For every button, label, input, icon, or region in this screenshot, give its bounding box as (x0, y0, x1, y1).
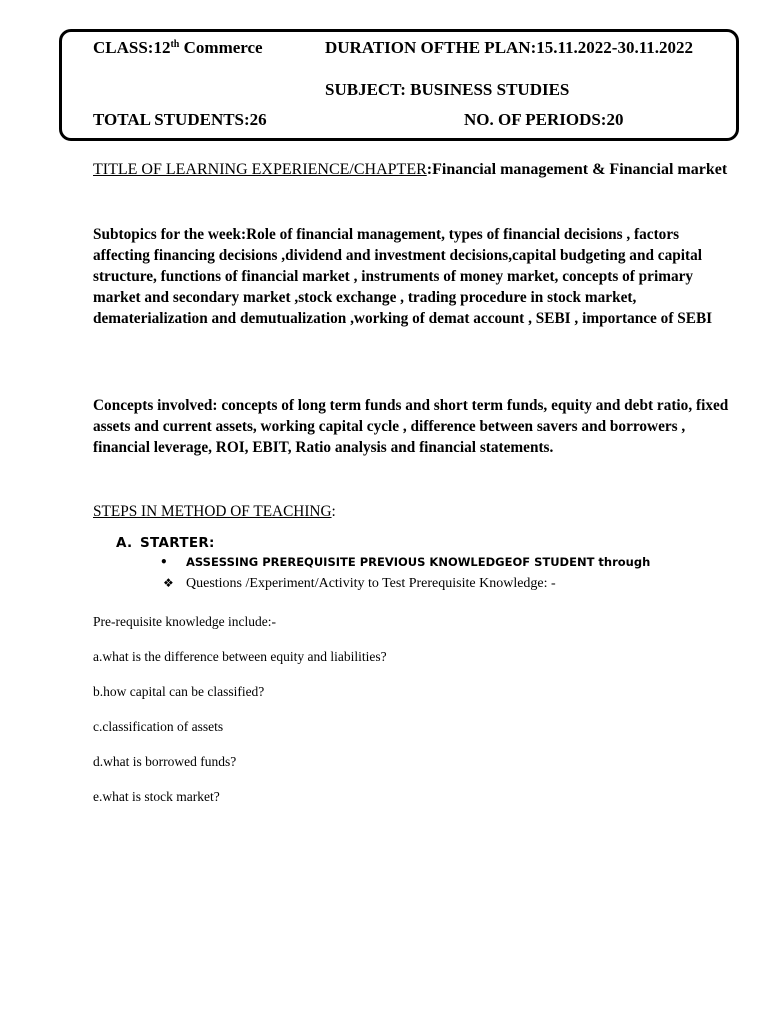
starter-marker: A. (116, 535, 133, 551)
chapter-title (93, 156, 743, 184)
prerequisite-intro: Pre-requisite knowledge include:- (93, 614, 276, 629)
number-of-periods: NO. OF PERIODS:20 (464, 110, 624, 129)
chapter-title-value: :Financial management & Financial market (426, 161, 728, 178)
diamond-bullet-icon: ❖ (163, 576, 174, 590)
starter-label: STARTER: (140, 535, 215, 551)
class-label: CLASS:12th Commerce (93, 38, 263, 57)
total-students: TOTAL STUDENTS:26 (93, 110, 267, 129)
starter-heading (116, 534, 215, 552)
plan-duration: DURATION OFTHE PLAN:15.11.2022-30.11.2022 (325, 38, 694, 57)
prerequisite-assessment-bullet: • ASSESSING PREREQUISITE PREVIOUS KNOWLEDGEOF STUDENT through (160, 555, 651, 569)
steps-heading: STEPS IN METHOD OF TEACHING: (93, 503, 336, 520)
prerequisite-item: e.what is stock market? (93, 789, 220, 804)
prerequisite-item: c.classification of assets (93, 719, 224, 734)
concepts-paragraph: Concepts involved: concepts of long term funds and short term funds, equity and debt ratio, fixed assets and current assets, working capital cycle , difference between savers and borrowers , financial leverage, ROI, EBIT, Ratio analysis and financial statements. (93, 397, 729, 456)
subject-label: SUBJECT: BUSINESS STUDIES (325, 80, 570, 99)
class-superscript: th (170, 39, 180, 50)
test-knowledge-bullet: ❖ Questions /Experiment/Activity to Test Prerequisite Knowledge: - (163, 576, 556, 591)
bullet-icon: • (160, 555, 168, 569)
prerequisite-item: a.what is the difference between equity and liabilities? (93, 649, 387, 664)
subtopics-paragraph: Subtopics for the week:Role of financial management, types of financial decisions , factors affecting financing decisions ,dividend and investment decisions,capital budgeting and capital structure, functions of financial market , instruments of money market, concepts of primary market and secondary market ,stock exchange , trading procedure in stock market, dematerialization and demutualization ,working of demat account , SEBI , importance of SEBI (93, 226, 713, 327)
prerequisite-item: d.what is borrowed funds? (93, 754, 237, 769)
prerequisite-item: b.how capital can be classified? (93, 684, 265, 699)
chapter-title-label: TITLE OF LEARNING EXPERIENCE/CHAPTER (93, 161, 427, 178)
